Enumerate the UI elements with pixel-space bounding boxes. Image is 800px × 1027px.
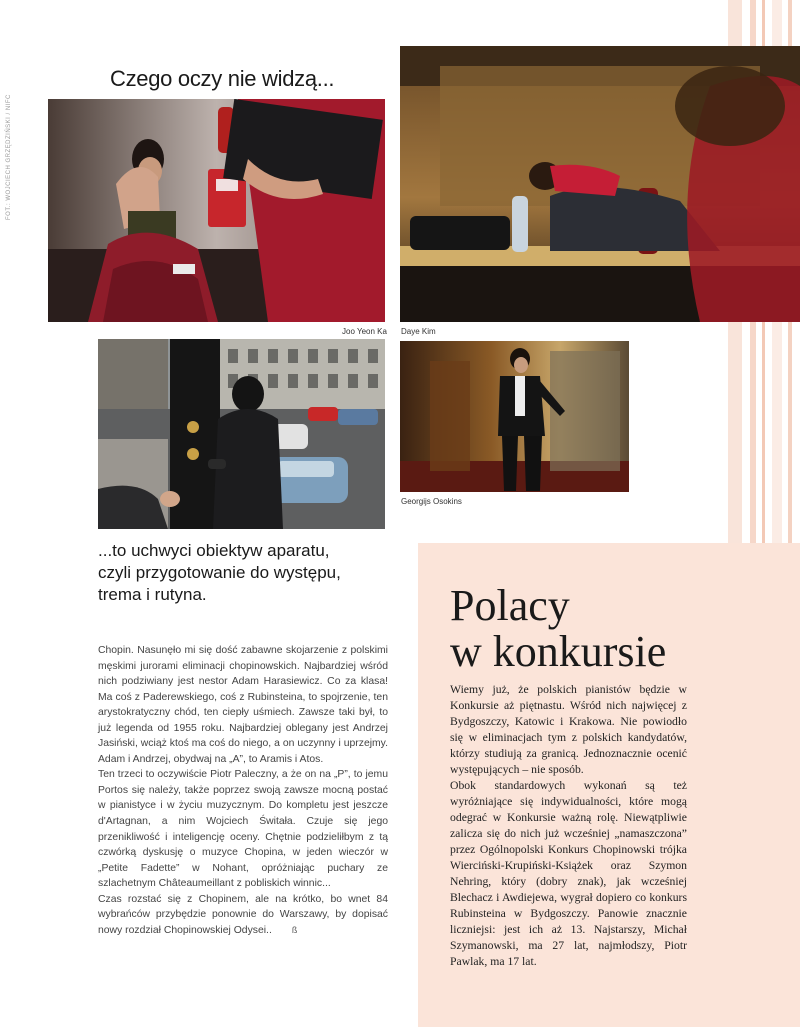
photo-image [98, 339, 385, 529]
paragraph: Chopin. Nasunęło mi się dość zabawne skojarzenie z polskimi męskimi jurorami eliminacji chopinowskich. Najbardziej wśród nich podziwiany jest nestor Adam Harasiewicz. Co za klasa! Ma coś z Paderewskiego, coś z Rubinsteina, to spojrzenie, ten arystokratyczny chód, ten ciepły uśmiech. Zawsze taki był, to już legenda od 1955 roku. Najbardziej oblegany jest Andrzej Jasiński, wciąż ktoś ma coś do niego, a on uczynny i uprzejmy. Adam i Andrzej, obydwaj na „A”, to Aramis i Atos. [98, 645, 388, 765]
photo-daye-kim [400, 46, 800, 322]
panel-title [450, 583, 666, 675]
page-headline: Czego oczy nie widzą... [110, 66, 335, 91]
left-column-article [98, 643, 388, 938]
photo-caption: Joo Yeon Ka [342, 327, 387, 336]
photo-credit: FOT.: WOJCIECH GRZĘDZIŃSKI / NIFC [6, 94, 12, 220]
paragraph-text: Czas rozstać się z Chopinem, ale na krótko, bo wnet 84 wybrańców przybędzie ponownie do Warszawy, by dopisać nowy rozdział Chopinowskiej Odysei.. [98, 893, 388, 936]
paragraph [98, 892, 388, 939]
photo-caption: Georgijs Osokins [401, 497, 462, 506]
end-of-article-mark: ß [291, 924, 298, 935]
paragraph: Obok standardowych wykonań są też wyróżniające się indywidualności, które mogą odegrać w Konkursie ważną rolę. Niewątpliwie zalicza się do nich już wcześniej „namaszczona” przez Ogólnopolski Konkurs Chopinowski trójka Wierciński-Krupiński-Książek oraz Szymon Nehring, który (dobry znak), jak wcześniej Blechacz i Awdiejewa, wygrał dopiero co konkurs Rubinsteina w Bydgoszczy. Panowie znacznie liczniejsi: jest ich aż 13. Najstarszy, Michał Szymanowski, ma 27 lat, najmłodszy, Piotr Pawlak, ma 17 lat. [450, 779, 687, 968]
paragraph: Ten trzeci to oczywiście Piotr Paleczny, a że on na „P”, to jemu Portos się należy, także poprzez swoją zawsze mocną postać w pianistyce i w życiu muzycznym. Do kompletu jest jeszcze d'Artagnan, a nim Wojciech Świtała. Czuje się jego przenikliwość i inteligencję oceny. Chętnie podzieliłbym z tą czwórką dyskusję o muzyce Chopina, w jeden wieczór w „Petite Fadette” w Nohant, opróżniając puchary ze szlachetnym Châteaumeillant z pobliskich winnic... [98, 769, 388, 890]
photo-image [48, 99, 385, 322]
photo-joo-yeon-ka [48, 99, 385, 322]
photo-georgijs-osokins [400, 341, 629, 492]
photo-street-door [98, 339, 385, 529]
subheading-line: czyli przygotowanie do występu, [98, 563, 341, 582]
subheading-line: ...to uchwyci obiektyw aparatu, [98, 541, 330, 560]
panel-title-line: Polacy [450, 581, 570, 630]
panel-title-line: w konkursie [450, 627, 667, 676]
photo-image [400, 341, 629, 492]
photo-caption: Daye Kim [401, 327, 436, 336]
subheading [98, 540, 341, 606]
paragraph: Wiemy już, że polskich pianistów będzie w Konkursie aż piętnastu. Wśród nich najwięcej z Bydgoszczy, Katowic i Krakowa. Nie powiodło się w eliminacjach tym z polskich kandydatów, którzy studiują za granicą. Jednoznacznie ocenić występujących – nie sposób. [450, 683, 687, 776]
subheading-line: trema i rutyna. [98, 585, 207, 604]
panel-article [450, 682, 687, 970]
photo-image [400, 46, 800, 322]
